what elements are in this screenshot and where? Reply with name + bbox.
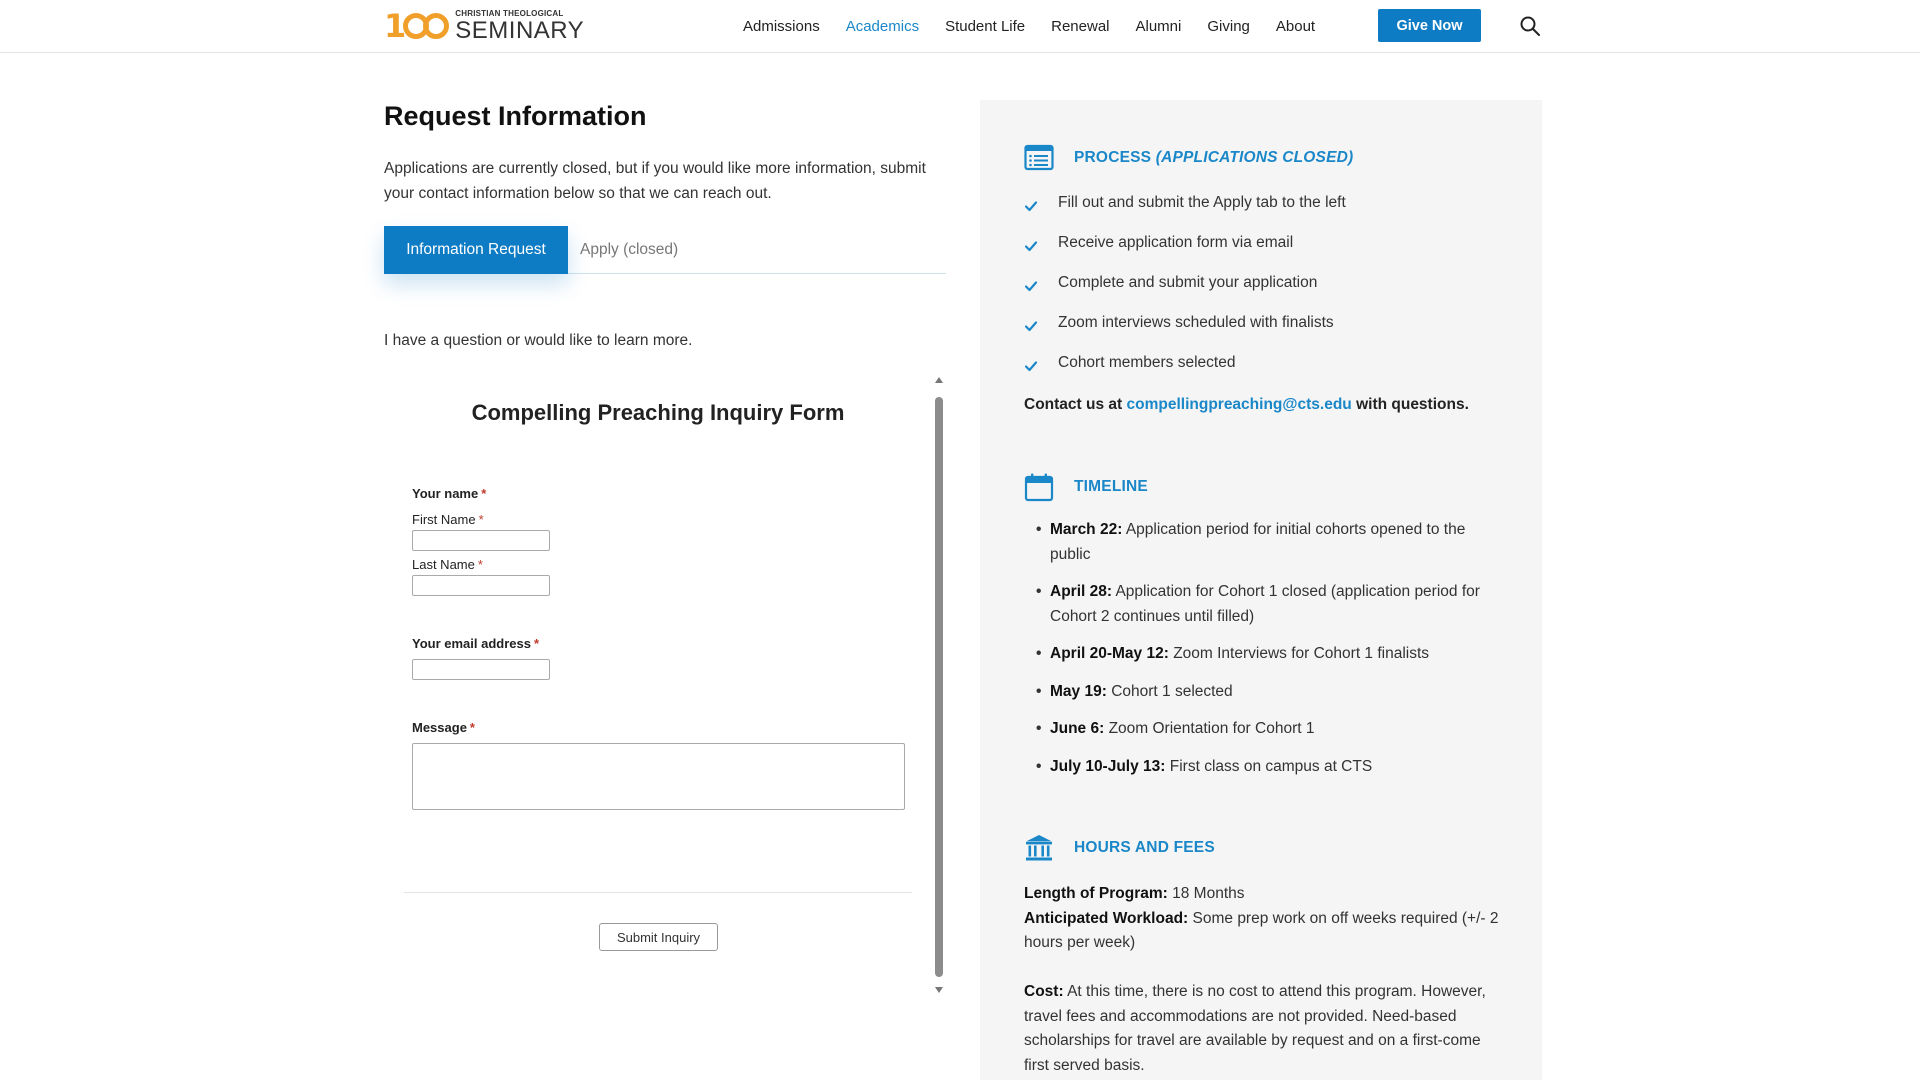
hours-fees-heading — [1024, 833, 1215, 863]
message-textarea[interactable] — [412, 743, 905, 810]
required-mark: * — [477, 557, 483, 572]
process-step-text: Complete and submit your application — [1058, 274, 1318, 291]
process-step — [1024, 183, 1504, 223]
timeline-date: April 20-May 12: — [1050, 645, 1169, 662]
timeline-date: May 19: — [1050, 682, 1107, 700]
process-title-suffix: (APPLICATIONS CLOSED) — [1155, 149, 1354, 166]
submit-inquiry-button[interactable]: Submit Inquiry — [599, 923, 718, 951]
timeline-desc: First class on campus at CTS — [1169, 757, 1373, 775]
process-step — [1024, 303, 1504, 343]
timeline-desc: Zoom Orientation for Cohort 1 — [1108, 720, 1315, 737]
check-icon — [1024, 239, 1038, 253]
your-name-label-text: Your name — [412, 486, 479, 501]
form-scrollbar[interactable] — [932, 375, 946, 998]
timeline-item — [1024, 755, 1504, 780]
process-step-text: Fill out and submit the Apply tab to the left — [1058, 194, 1346, 211]
scroll-up-arrow-icon[interactable] — [935, 377, 943, 383]
first-name-label — [412, 512, 484, 527]
timeline-date: April 28: — [1050, 583, 1113, 600]
hours-fees-title: HOURS AND FEES — [1074, 839, 1215, 856]
site-logo[interactable] — [384, 9, 584, 43]
search-icon[interactable] — [1519, 15, 1541, 37]
cost-details — [1024, 980, 1504, 1078]
first-name-input[interactable] — [412, 530, 550, 551]
bullet-icon: • — [1036, 720, 1042, 737]
timeline-desc: Zoom Interviews for Cohort 1 finalists — [1173, 645, 1430, 662]
nav-academics[interactable]: Academics — [845, 18, 920, 35]
timeline-date: March 22: — [1050, 521, 1123, 538]
logo-zero-circle — [423, 13, 449, 39]
nav-about[interactable]: About — [1275, 18, 1316, 35]
nav-renewal[interactable]: Renewal — [1051, 18, 1110, 35]
list-icon — [1024, 143, 1054, 173]
calendar-icon — [1024, 472, 1054, 502]
scrollbar-thumb[interactable] — [935, 397, 943, 977]
question-text: I have a question or would like to learn more. — [384, 332, 693, 349]
logo-big-text: SEMINARY — [455, 16, 585, 44]
contact-prefix: Contact us at — [1024, 396, 1123, 413]
bullet-icon: • — [1036, 757, 1042, 775]
process-step-text: Receive application form via email — [1058, 234, 1294, 251]
timeline-date: July 10-July 13: — [1050, 757, 1166, 775]
form-divider — [404, 892, 912, 893]
program-info-panel — [980, 100, 1542, 1080]
program-length-label: Length of Program: — [1024, 885, 1168, 902]
timeline-list — [1024, 518, 1504, 792]
last-name-label — [412, 557, 483, 572]
contact-suffix: with questions. — [1356, 396, 1469, 413]
tab-information-request[interactable]: Information Request — [384, 226, 568, 274]
process-steps — [1024, 183, 1504, 383]
timeline-item-text — [1050, 717, 1314, 742]
timeline-desc: Cohort 1 selected — [1111, 682, 1233, 700]
contact-email-link[interactable]: compellingpreaching@cts.edu — [1126, 396, 1352, 413]
process-step — [1024, 343, 1504, 383]
required-mark: * — [481, 486, 487, 501]
timeline-item-text — [1050, 755, 1372, 780]
bullet-icon: • — [1036, 645, 1042, 662]
tab-apply-closed[interactable]: Apply (closed) — [580, 241, 679, 258]
check-icon — [1024, 359, 1038, 373]
nav-giving[interactable]: Giving — [1207, 18, 1250, 35]
contact-line — [1024, 396, 1469, 414]
main-nav — [743, 0, 1341, 53]
timeline-item-text — [1050, 680, 1233, 705]
timeline-heading — [1024, 472, 1148, 502]
scroll-down-arrow-icon[interactable] — [935, 987, 943, 993]
timeline-desc: Application for Cohort 1 closed (application period for Cohort 2 continues until filled) — [1050, 583, 1480, 625]
timeline-item — [1024, 518, 1504, 567]
required-mark: * — [533, 636, 540, 651]
last-name-label-text: Last Name — [412, 557, 475, 572]
nav-alumni[interactable]: Alumni — [1135, 18, 1182, 35]
process-step-text: Zoom interviews scheduled with finalists — [1058, 314, 1334, 331]
workload-label: Anticipated Workload: — [1024, 909, 1189, 927]
inquiry-form-frame — [384, 375, 946, 998]
logo-wordmark — [455, 10, 584, 43]
page-title: Request Information — [384, 101, 647, 131]
process-step — [1024, 223, 1504, 263]
logo-number-one: 1 — [384, 7, 405, 45]
timeline-item — [1024, 717, 1504, 742]
process-step-text: Cohort members selected — [1058, 354, 1236, 371]
timeline-item — [1024, 580, 1504, 629]
timeline-item — [1024, 680, 1504, 705]
tab-bar — [384, 226, 946, 274]
program-details — [1024, 882, 1504, 956]
timeline-desc: Application period for initial cohorts opened to the public — [1050, 521, 1466, 563]
required-mark: * — [469, 720, 475, 735]
timeline-title: TIMELINE — [1074, 478, 1148, 495]
site-header — [0, 0, 1920, 53]
program-length — [1024, 882, 1504, 907]
check-icon — [1024, 279, 1038, 293]
cost-label: Cost: — [1024, 983, 1064, 1000]
email-label — [412, 636, 539, 651]
workload — [1024, 907, 1504, 956]
bullet-icon: • — [1036, 521, 1042, 538]
check-icon — [1024, 319, 1038, 333]
process-step — [1024, 263, 1504, 303]
logo-100-emblem — [384, 9, 449, 43]
timeline-item-text — [1050, 580, 1504, 629]
required-mark: * — [478, 512, 484, 527]
institution-icon — [1024, 833, 1054, 863]
workload-value: Some prep work on off weeks required (+/- 2 hours per week) — [1024, 909, 1499, 951]
program-length-value: 18 Months — [1172, 885, 1245, 902]
intro-text: Applications are currently closed, but if you would like more information, submit your contact information below so that we can reach out. — [384, 160, 926, 202]
nav-student-life[interactable]: Student Life — [945, 18, 1026, 35]
timeline-item-text — [1050, 642, 1429, 667]
logo-small-text: CHRISTIAN THEOLOGICAL — [455, 8, 564, 18]
timeline-date: June 6: — [1050, 720, 1105, 737]
email-label-text: Your email address — [412, 636, 531, 651]
email-input[interactable] — [412, 659, 550, 680]
form-title: Compelling Preaching Inquiry Form — [471, 400, 845, 425]
check-icon — [1024, 199, 1038, 213]
cost-value: At this time, there is no cost to attend this program. However, travel fees and accommodations are not provided. Need-based scholarships for travel are available by request and on a first-come first served basis. — [1024, 983, 1486, 1074]
your-name-label — [412, 486, 486, 501]
bullet-icon: • — [1036, 583, 1042, 600]
timeline-item-text — [1050, 518, 1504, 567]
timeline-item — [1024, 642, 1504, 667]
first-name-label-text: First Name — [412, 512, 476, 527]
bullet-icon: • — [1036, 682, 1042, 700]
process-title — [1074, 149, 1353, 167]
nav-admissions[interactable]: Admissions — [743, 18, 820, 35]
last-name-input[interactable] — [412, 575, 550, 596]
give-now-button[interactable]: Give Now — [1378, 9, 1481, 42]
message-label-text: Message — [412, 720, 467, 735]
message-label — [412, 720, 475, 735]
process-title-prefix: PROCESS — [1074, 149, 1152, 166]
process-heading — [1024, 143, 1353, 173]
